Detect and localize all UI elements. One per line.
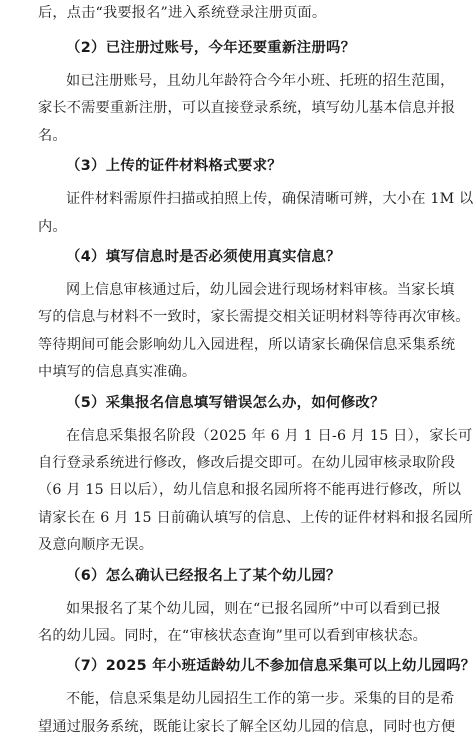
section-2-line-2: 家长不需要重新注册，可以直接登录系统，填写幼儿基本信息并报	[38, 100, 456, 117]
section-2-line-3: 名。	[38, 127, 67, 144]
section-6-heading: （6）怎么确认已经报名上了某个幼儿园？	[66, 567, 341, 584]
section-5-line-1: 在信息采集报名阶段（2025 年 6 月 1 日-6 月 15 日），家长可	[66, 427, 473, 444]
section-7-heading: （7）2025 年小班适龄幼儿不参加信息采集可以上幼儿园吗？	[66, 658, 475, 675]
section-5-heading: （5）采集报名信息填写错误怎么办，如何修改？	[66, 394, 385, 411]
section-5-line-2: 自行登录系统进行修改，修改后提交即可。在幼儿园审核录取阶段	[38, 455, 456, 471]
section-4-line-1: 网上信息审核通过后，幼儿园会进行现场材料审核。当家长填	[66, 282, 455, 298]
section-4-line-4: 中填写的信息真实准确。	[38, 364, 197, 381]
section-3-line-1: 证件材料需原件扫描或拍照上传，确保清晰可辨，大小在 1M 以	[66, 191, 474, 208]
section-7-line-2: 望通过服务系统，既能让家长了解全区幼儿园的信息，同时也方便	[38, 718, 456, 735]
section-4-line-2: 写的信息与材料不一致时，家长需提交相关证明材料等待再次审核。	[38, 309, 470, 326]
section-7-line-1: 不能，信息采集是幼儿园招生工作的第一步。采集的目的是希	[66, 691, 455, 708]
intro-tail-text: 后，点击“我要报名”进入系统登录注册页面。	[38, 5, 327, 21]
section-2-line-1: 如已注册账号，且幼儿年龄符合今年小班、托班的招生范围，	[66, 73, 455, 89]
section-3-heading: （3）上传的证件材料格式要求？	[66, 158, 282, 175]
section-4-heading: （4）填写信息时是否必须使用真实信息？	[66, 249, 341, 265]
section-6-line-2: 名的幼儿园。同时，在“审核状态查询”里可以看到审核状态。	[38, 628, 427, 644]
section-6-line-1: 如果报名了某个幼儿园，则在“已报名园所”中可以看到已报	[66, 600, 441, 617]
section-5-line-4: 请家长在 6 月 15 日前确认填写的信息、上传的证件材料和报名园所	[38, 509, 473, 526]
section-5-line-5: 及意向顺序无误。	[38, 537, 154, 554]
section-4-line-3: 等待期间可能会影响幼儿入园进程，所以请家长确保信息采集系统	[38, 336, 456, 353]
section-2-heading: （2）已注册过账号，今年还要重新注册吗？	[66, 40, 356, 56]
section-3-line-2: 内。	[38, 218, 67, 235]
section-5-line-3: （6 月 15 日以后），幼儿信息和报名园所将不能再进行修改，所以	[38, 482, 462, 499]
